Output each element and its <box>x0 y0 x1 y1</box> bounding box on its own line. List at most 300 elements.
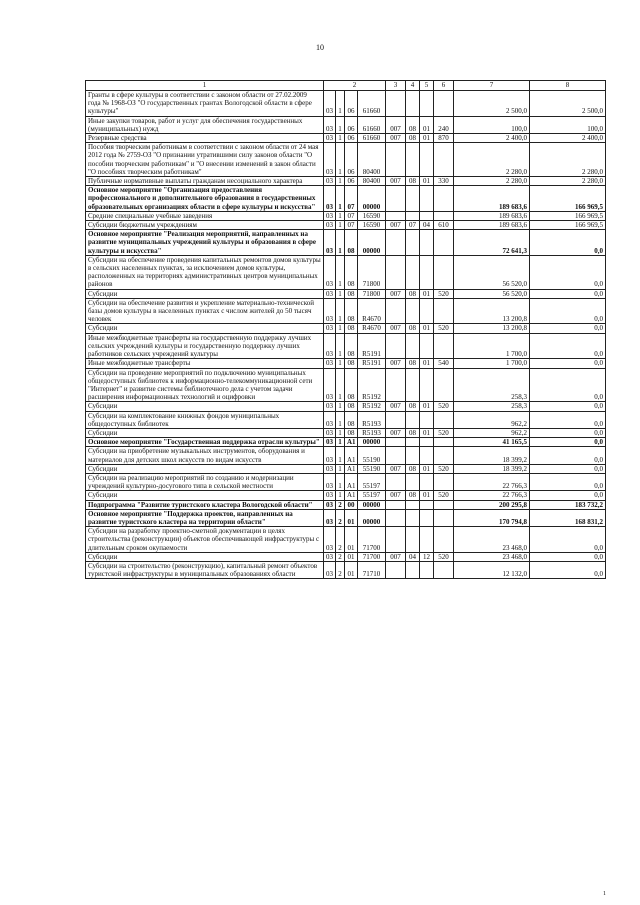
amount-year-1: 1 700,0 <box>454 333 530 359</box>
direction-code: 71800 <box>358 289 386 298</box>
subprogram-code: 2 <box>336 509 345 526</box>
amount-year-2: 0,0 <box>530 289 606 298</box>
expense-type-code <box>434 411 454 428</box>
subprogram-code: 1 <box>336 230 345 256</box>
table-row <box>86 91 606 117</box>
row-description: Субсидии <box>86 552 324 561</box>
direction-code: R5192 <box>358 402 386 411</box>
subsection-code: 01 <box>420 324 434 333</box>
direction-code: 00000 <box>358 230 386 256</box>
section-code <box>406 368 420 402</box>
ministry-code: 007 <box>386 428 406 437</box>
direction-code: 00000 <box>358 186 386 212</box>
subprogram-code: 2 <box>336 527 345 553</box>
event-code: A1 <box>345 438 358 447</box>
direction-code: 80400 <box>358 143 386 177</box>
section-code <box>406 509 420 526</box>
amount-year-2: 2 280,0 <box>530 177 606 186</box>
expense-type-code <box>434 230 454 256</box>
amount-year-1: 189 683,6 <box>454 211 530 220</box>
row-description: Субсидии бюджетным учреждениям <box>86 221 324 230</box>
event-code: A1 <box>345 473 358 490</box>
amount-year-2: 0,0 <box>530 333 606 359</box>
ministry-code: 007 <box>386 134 406 143</box>
header-cell: 2 <box>324 81 386 91</box>
subprogram-code: 1 <box>336 211 345 220</box>
event-code: 08 <box>345 289 358 298</box>
amount-year-2: 166 969,5 <box>530 186 606 212</box>
amount-year-1: 56 520,0 <box>454 289 530 298</box>
expense-type-code: 520 <box>434 324 454 333</box>
amount-year-2: 0,0 <box>530 359 606 368</box>
amount-year-2: 0,0 <box>530 411 606 428</box>
page-number: 10 <box>316 43 324 52</box>
amount-year-2: 0,0 <box>530 447 606 464</box>
program-code: 03 <box>324 116 336 133</box>
amount-year-2: 0,0 <box>530 298 606 324</box>
subprogram-code: 1 <box>336 491 345 500</box>
amount-year-1: 23 468,0 <box>454 527 530 553</box>
amount-year-1: 2 500,0 <box>454 91 530 117</box>
amount-year-2: 0,0 <box>530 464 606 473</box>
row-description: Публичные нормативные выплаты гражданам несоциального характера <box>86 177 324 186</box>
ministry-code: 007 <box>386 116 406 133</box>
amount-year-2: 0,0 <box>530 552 606 561</box>
row-description: Подпрограмма "Развитие туристского кластера Вологодской области" <box>86 500 324 509</box>
subsection-code: 01 <box>420 428 434 437</box>
expense-type-code <box>434 438 454 447</box>
table-row <box>86 491 606 500</box>
table-row <box>86 509 606 526</box>
header-cell: 4 <box>406 81 420 91</box>
expense-type-code: 520 <box>434 491 454 500</box>
subprogram-code: 1 <box>336 402 345 411</box>
row-description: Субсидии на обеспечение проведения капитальных ремонтов домов культуры в сельских населенных пунктах, за исключением домов культуры, расположенных на территориях административных центров муниципальных районов <box>86 255 324 289</box>
event-code: 08 <box>345 230 358 256</box>
ministry-code: 007 <box>386 464 406 473</box>
ministry-code <box>386 230 406 256</box>
row-description: Субсидии на обеспечение развития и укрепление материально-технической базы домов культуры в населенных пунктах с числом жителей до 50 тысяч человек <box>86 298 324 324</box>
row-description: Основное мероприятие "Поддержка проектов, направленных на развитие туристского кластера на территории области" <box>86 509 324 526</box>
program-code: 03 <box>324 464 336 473</box>
corner-mark: 1 <box>603 891 606 897</box>
event-code: 08 <box>345 359 358 368</box>
expense-type-code <box>434 500 454 509</box>
subsection-code: 01 <box>420 116 434 133</box>
amount-year-1: 189 683,6 <box>454 186 530 212</box>
section-code: 08 <box>406 402 420 411</box>
direction-code: 80400 <box>358 177 386 186</box>
amount-year-2: 166 969,5 <box>530 221 606 230</box>
amount-year-1: 2 400,0 <box>454 134 530 143</box>
program-code: 03 <box>324 298 336 324</box>
table-row <box>86 464 606 473</box>
event-code: A1 <box>345 464 358 473</box>
ministry-code <box>386 255 406 289</box>
subprogram-code: 1 <box>336 289 345 298</box>
section-code: 08 <box>406 177 420 186</box>
subsection-code <box>420 561 434 578</box>
direction-code: 71700 <box>358 527 386 553</box>
section-code <box>406 527 420 553</box>
subprogram-code: 2 <box>336 552 345 561</box>
row-description: Гранты в сфере культуры в соответствии с законом области от 27.02.2009 года № 1968-ОЗ "О государственных грантах Вологодской области в сфере культуры" <box>86 91 324 117</box>
table-row <box>86 230 606 256</box>
program-code: 03 <box>324 221 336 230</box>
direction-code: 00000 <box>358 509 386 526</box>
event-code: 08 <box>345 298 358 324</box>
ministry-code <box>386 211 406 220</box>
subsection-code <box>420 230 434 256</box>
event-code: 00 <box>345 500 358 509</box>
direction-code: 61660 <box>358 91 386 117</box>
table-row <box>86 473 606 490</box>
direction-code: 55197 <box>358 473 386 490</box>
subprogram-code: 1 <box>336 91 345 117</box>
table-row <box>86 221 606 230</box>
amount-year-1: 18 399,2 <box>454 464 530 473</box>
amount-year-1: 13 200,8 <box>454 298 530 324</box>
amount-year-1: 72 641,3 <box>454 230 530 256</box>
expense-type-code <box>434 509 454 526</box>
row-description: Субсидии <box>86 428 324 437</box>
program-code: 03 <box>324 500 336 509</box>
section-code <box>406 211 420 220</box>
section-code <box>406 255 420 289</box>
subsection-code <box>420 500 434 509</box>
program-code: 03 <box>324 527 336 553</box>
amount-year-1: 1 700,0 <box>454 359 530 368</box>
row-description: Субсидии <box>86 464 324 473</box>
row-description: Иные межбюджетные трансферты на государственную поддержку лучших сельских учреждений культуры и государственную поддержку лучших работников сельских учреждений культуры <box>86 333 324 359</box>
event-code: 08 <box>345 402 358 411</box>
row-description: Иные закупки товаров, работ и услуг для обеспечения государственных (муниципальных) нужд <box>86 116 324 133</box>
section-code: 08 <box>406 324 420 333</box>
program-code: 03 <box>324 552 336 561</box>
subsection-code <box>420 527 434 553</box>
event-code: 08 <box>345 411 358 428</box>
row-description: Основное мероприятие "Реализация мероприятий, направленных на развитие муниципальных учреждений культуры и образования в сфере культуры и искусства" <box>86 230 324 256</box>
row-description: Субсидии на комплектование книжных фондов муниципальных общедоступных библиотек <box>86 411 324 428</box>
subsection-code <box>420 438 434 447</box>
ministry-code: 007 <box>386 221 406 230</box>
table-row <box>86 116 606 133</box>
amount-year-1: 13 200,8 <box>454 324 530 333</box>
program-code: 03 <box>324 368 336 402</box>
header-cell: 5 <box>420 81 434 91</box>
subprogram-code: 1 <box>336 473 345 490</box>
row-description: Резервные средства <box>86 134 324 143</box>
table-row <box>86 552 606 561</box>
direction-code: R5193 <box>358 428 386 437</box>
direction-code: R5192 <box>358 368 386 402</box>
event-code: 07 <box>345 221 358 230</box>
ministry-code: 007 <box>386 402 406 411</box>
direction-code: 71700 <box>358 552 386 561</box>
direction-code: 61660 <box>358 134 386 143</box>
table-row <box>86 527 606 553</box>
amount-year-1: 18 399,2 <box>454 447 530 464</box>
subprogram-code: 1 <box>336 116 345 133</box>
expense-type-code <box>434 255 454 289</box>
subsection-code <box>420 91 434 117</box>
program-code: 03 <box>324 230 336 256</box>
program-code: 03 <box>324 438 336 447</box>
program-code: 03 <box>324 359 336 368</box>
subsection-code <box>420 447 434 464</box>
section-code <box>406 473 420 490</box>
expense-type-code <box>434 561 454 578</box>
amount-year-2: 0,0 <box>530 368 606 402</box>
ministry-code <box>386 438 406 447</box>
direction-code: 00000 <box>358 438 386 447</box>
amount-year-1: 200 295,8 <box>454 500 530 509</box>
direction-code: 16590 <box>358 221 386 230</box>
table-row <box>86 324 606 333</box>
row-description: Субсидии на строительство (реконструкцию), капитальный ремонт объектов туристской инфраструктуры в муниципальных образованиях области <box>86 561 324 578</box>
table-row <box>86 447 606 464</box>
direction-code: R5191 <box>358 359 386 368</box>
ministry-code <box>386 473 406 490</box>
header-cell: 6 <box>434 81 454 91</box>
subsection-code <box>420 509 434 526</box>
program-code: 03 <box>324 473 336 490</box>
program-code: 03 <box>324 561 336 578</box>
row-description: Иные межбюджетные трансферты <box>86 359 324 368</box>
amount-year-2: 2 400,0 <box>530 134 606 143</box>
row-description: Субсидии на приобретение музыкальных инструментов, оборудования и материалов для детских школ искусств по видам искусств <box>86 447 324 464</box>
amount-year-2: 0,0 <box>530 428 606 437</box>
ministry-code <box>386 527 406 553</box>
program-code: 03 <box>324 491 336 500</box>
amount-year-2: 2 500,0 <box>530 91 606 117</box>
section-code: 08 <box>406 134 420 143</box>
subsection-code: 01 <box>420 134 434 143</box>
expense-type-code: 240 <box>434 116 454 133</box>
subsection-code <box>420 298 434 324</box>
subprogram-code: 1 <box>336 368 345 402</box>
amount-year-1: 258,3 <box>454 402 530 411</box>
direction-code: 55197 <box>358 491 386 500</box>
subsection-code <box>420 368 434 402</box>
event-code: 07 <box>345 211 358 220</box>
expense-type-code: 520 <box>434 289 454 298</box>
row-description: Субсидии <box>86 289 324 298</box>
expense-type-code <box>434 368 454 402</box>
event-code: 08 <box>345 428 358 437</box>
subprogram-code: 1 <box>336 333 345 359</box>
expense-type-code <box>434 527 454 553</box>
amount-year-1: 962,2 <box>454 428 530 437</box>
amount-year-1: 2 280,0 <box>454 177 530 186</box>
subsection-code: 01 <box>420 359 434 368</box>
amount-year-2: 2 280,0 <box>530 143 606 177</box>
event-code: 01 <box>345 552 358 561</box>
event-code: 08 <box>345 333 358 359</box>
section-code: 08 <box>406 359 420 368</box>
amount-year-1: 100,0 <box>454 116 530 133</box>
section-code <box>406 411 420 428</box>
table-row <box>86 359 606 368</box>
section-code <box>406 91 420 117</box>
section-code <box>406 186 420 212</box>
subprogram-code: 1 <box>336 143 345 177</box>
amount-year-2: 0,0 <box>530 324 606 333</box>
subsection-code <box>420 333 434 359</box>
amount-year-1: 2 280,0 <box>454 143 530 177</box>
amount-year-2: 166 969,5 <box>530 211 606 220</box>
event-code: 06 <box>345 116 358 133</box>
subsection-code: 01 <box>420 464 434 473</box>
section-code <box>406 333 420 359</box>
row-description: Пособия творческим работникам в соответствии с законом области от 24 мая 2012 года № 2759-ОЗ "О признании утратившими силу законов области "О пособии творческим работникам" и "О внесении изменений в закон области "О пособиях творческим работникам" <box>86 143 324 177</box>
subsection-code: 12 <box>420 552 434 561</box>
direction-code: 71800 <box>358 255 386 289</box>
amount-year-2: 0,0 <box>530 527 606 553</box>
row-description: Основное мероприятие "Организация предоставления профессионального и дополнительного образования в государственных образовательных организациях области в сфере культуры и искусства" <box>86 186 324 212</box>
header-cell: 7 <box>454 81 530 91</box>
table-row <box>86 402 606 411</box>
table-row <box>86 186 606 212</box>
ministry-code <box>386 143 406 177</box>
direction-code: R5191 <box>358 333 386 359</box>
section-code <box>406 143 420 177</box>
subprogram-code: 2 <box>336 561 345 578</box>
subprogram-code: 1 <box>336 221 345 230</box>
program-code: 03 <box>324 428 336 437</box>
amount-year-2: 0,0 <box>530 473 606 490</box>
event-code: 01 <box>345 561 358 578</box>
event-code: A1 <box>345 447 358 464</box>
table-row <box>86 255 606 289</box>
subsection-code: 01 <box>420 289 434 298</box>
subprogram-code: 1 <box>336 447 345 464</box>
amount-year-1: 23 468,0 <box>454 552 530 561</box>
program-code: 03 <box>324 186 336 212</box>
section-code <box>406 561 420 578</box>
amount-year-2: 0,0 <box>530 230 606 256</box>
event-code: 08 <box>345 255 358 289</box>
row-description: Субсидии на разработку проектно-сметной документации в целях строительства (реконструкции) объектов обеспечивающей инфраструктуры с длительным сроком окупаемости <box>86 527 324 553</box>
program-code: 03 <box>324 509 336 526</box>
subprogram-code: 1 <box>336 298 345 324</box>
subsection-code <box>420 473 434 490</box>
section-code: 04 <box>406 552 420 561</box>
ministry-code: 007 <box>386 177 406 186</box>
ministry-code <box>386 509 406 526</box>
header-cell: 1 <box>86 81 324 91</box>
amount-year-2: 168 831,2 <box>530 509 606 526</box>
amount-year-1: 962,2 <box>454 411 530 428</box>
table-row <box>86 211 606 220</box>
expense-type-code <box>434 473 454 490</box>
amount-year-2: 0,0 <box>530 255 606 289</box>
event-code: 06 <box>345 134 358 143</box>
table-row <box>86 134 606 143</box>
table-row <box>86 333 606 359</box>
subprogram-code: 1 <box>336 186 345 212</box>
event-code: 07 <box>345 186 358 212</box>
event-code: 01 <box>345 527 358 553</box>
ministry-code <box>386 333 406 359</box>
event-code: 06 <box>345 177 358 186</box>
table-row <box>86 368 606 402</box>
expense-type-code: 520 <box>434 428 454 437</box>
program-code: 03 <box>324 333 336 359</box>
subprogram-code: 1 <box>336 411 345 428</box>
expense-type-code <box>434 447 454 464</box>
expense-type-code <box>434 186 454 212</box>
event-code: 06 <box>345 143 358 177</box>
event-code: 01 <box>345 509 358 526</box>
program-code: 03 <box>324 402 336 411</box>
event-code: 08 <box>345 324 358 333</box>
direction-code: 61660 <box>358 116 386 133</box>
table-row <box>86 298 606 324</box>
ministry-code <box>386 411 406 428</box>
event-code: A1 <box>345 491 358 500</box>
subsection-code: 01 <box>420 491 434 500</box>
amount-year-1: 170 794,8 <box>454 509 530 526</box>
expense-type-code <box>434 143 454 177</box>
expense-type-code: 520 <box>434 464 454 473</box>
table-row <box>86 411 606 428</box>
ministry-code <box>386 561 406 578</box>
section-code <box>406 298 420 324</box>
amount-year-1: 12 132,0 <box>454 561 530 578</box>
table-row <box>86 500 606 509</box>
program-code: 03 <box>324 211 336 220</box>
ministry-code: 007 <box>386 324 406 333</box>
subprogram-code: 1 <box>336 134 345 143</box>
event-code: 06 <box>345 91 358 117</box>
row-description: Субсидии <box>86 324 324 333</box>
table-row <box>86 561 606 578</box>
section-code <box>406 447 420 464</box>
ministry-code: 007 <box>386 359 406 368</box>
program-code: 03 <box>324 91 336 117</box>
row-description: Субсидии на реализацию мероприятий по созданию и модернизации учреждений культурно-досугового типа в сельской местности <box>86 473 324 490</box>
section-code: 08 <box>406 289 420 298</box>
subsection-code <box>420 211 434 220</box>
expense-type-code <box>434 91 454 117</box>
subprogram-code: 1 <box>336 464 345 473</box>
subsection-code <box>420 411 434 428</box>
table-row <box>86 428 606 437</box>
row-description: Основное мероприятие "Государственная поддержка отрасли культуры" <box>86 438 324 447</box>
expense-type-code <box>434 211 454 220</box>
direction-code: R5193 <box>358 411 386 428</box>
expense-type-code <box>434 333 454 359</box>
direction-code: R4670 <box>358 298 386 324</box>
header-cell: 3 <box>386 81 406 91</box>
ministry-code <box>386 91 406 117</box>
amount-year-2: 183 732,2 <box>530 500 606 509</box>
expense-type-code <box>434 298 454 324</box>
ministry-code <box>386 500 406 509</box>
subprogram-code: 1 <box>336 177 345 186</box>
direction-code: 55190 <box>358 447 386 464</box>
expense-type-code: 540 <box>434 359 454 368</box>
direction-code: 71710 <box>358 561 386 578</box>
subprogram-code: 1 <box>336 438 345 447</box>
amount-year-2: 0,0 <box>530 402 606 411</box>
amount-year-2: 0,0 <box>530 491 606 500</box>
subsection-code <box>420 255 434 289</box>
ministry-code <box>386 447 406 464</box>
ministry-code <box>386 368 406 402</box>
table-header-row <box>86 81 606 91</box>
